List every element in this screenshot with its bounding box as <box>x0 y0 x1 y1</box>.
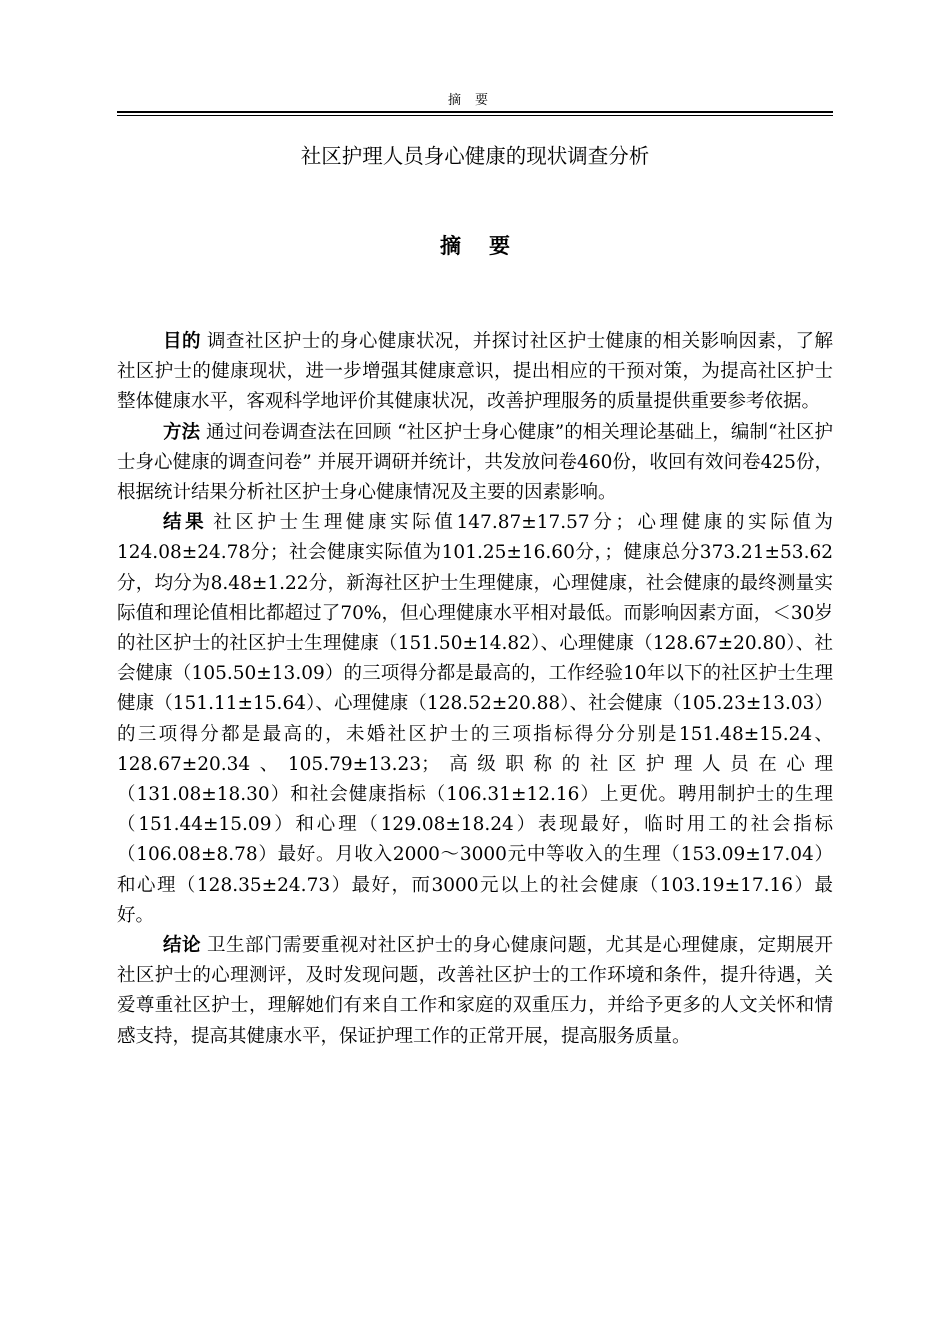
abstract-paragraph-results <box>117 508 833 931</box>
abstract-body <box>117 327 833 1052</box>
paragraph-text-objective: 调查社区护士的身心健康状况，并探讨社区护士健康的相关影响因素，了解社区护士的健康现状，进一步增强其健康意识，提出相应的干预对策，为提高社区护士整体健康水平，客观科学地评价其健康状况，改善护理服务的质量提供重要参考依据。 <box>117 331 833 413</box>
header-rule-thick <box>117 111 833 113</box>
document-title: 社区护理人员身心健康的现状调查分析 <box>300 144 650 168</box>
abstract-heading: 摘要 <box>440 233 538 258</box>
paragraph-text-method: 通过问卷调查法在回顾 “社区护士身心健康”的相关理论基础上，编制“社区护士身心健康的调查问卷” 并展开调研并统计，共发放问卷460份，收回有效问卷425份，根据统计结果分析社区护士身心健康情况及主要的因素影响。 <box>117 421 833 504</box>
header-rule-thin <box>117 115 833 116</box>
paragraph-lead-results: 结果 <box>163 512 208 534</box>
running-header: 摘要 <box>447 93 502 108</box>
paragraph-text-results: 社区护士生理健康实际值147.87±17.57分；心理健康的实际值为124.08±24.78分；社会健康实际值为101.25±16.60分，；健康总分373.21±53.62分，均分为8.48±1.22分，新海社区护士生理健康，心理健康，社会健康的最终测量实际值和理论值相比都超过了70%，但心理健康水平相对最低。而影响因素方面，＜30岁的社区护士的社区护士生理健康（151.50±14.82）、心理健康（128.67±20.80）、社会健康（105.50±13.09）的三项得分都是最高的，工作经验10年以下的社区护士生理健康（151.11±15.64）、心理健康（128.52±20.88）、社会健康（105.23±13.03）的三项得分都是最高的，未婚社区护士的三项指标得分分别是151.48±15.24、128.67±20.34、105.79±13.23；高级职称的社区护理人员在心理（131.08±18.30）和社会健康指标（106.31±12.16）上更优。聘用制护士的生理（151.44±15.09）和心理（129.08±18.24）表现最好，临时用工的社会指标（106.08±8.78）最好。月收入2000～3000元中等收入的生理（153.09±17.04）和心理（128.35±24.73）最好，而3000元以上的社会健康（103.19±17.16）最好。 <box>117 512 833 926</box>
paragraph-lead-method: 方法 <box>163 421 201 443</box>
abstract-paragraph-objective <box>117 327 833 418</box>
abstract-paragraph-conclusion <box>117 931 833 1052</box>
paragraph-lead-objective: 目的 <box>163 331 201 352</box>
paragraph-text-conclusion: 卫生部门需要重视对社区护士的身心健康问题，尤其是心理健康，定期展开社区护士的心理测评，及时发现问题，改善社区护士的工作环境和条件，提升待遇，关爱尊重社区护士，理解她们有来自工作和家庭的双重压力，并给予更多的人文关怀和情感支持，提高其健康水平，保证护理工作的正常开展，提高服务质量。 <box>117 935 833 1047</box>
paragraph-lead-conclusion: 结论 <box>163 935 201 957</box>
abstract-paragraph-method <box>117 418 833 509</box>
